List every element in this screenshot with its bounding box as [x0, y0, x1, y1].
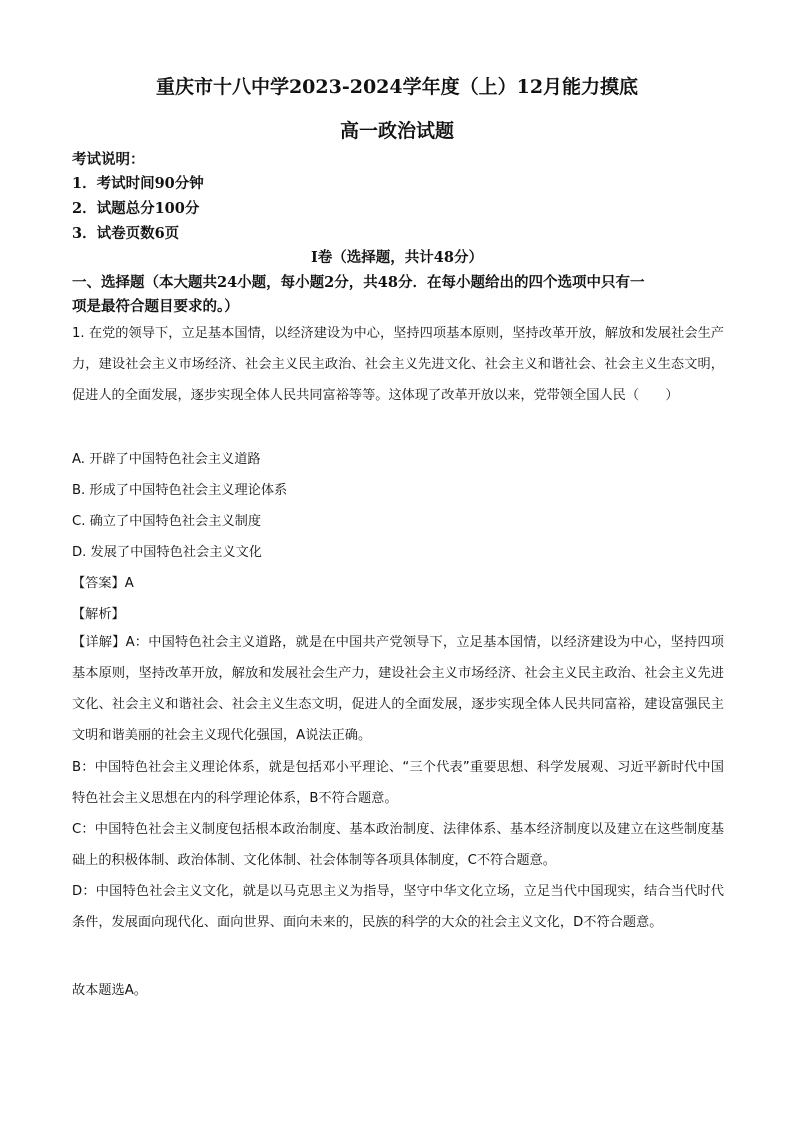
- instruction-item: 1．考试时间90分钟: [72, 175, 204, 192]
- section-description: 项是最符合题目要求的。）: [72, 298, 239, 315]
- instruction-item: 3．试卷页数6页: [72, 225, 180, 242]
- option-c: C. 确立了中国特色社会主义制度: [72, 514, 262, 529]
- detail-d: D：中国特色社会主义文化，就是以马克思主义为指导，坚守中华文化立场，立足当代中国现实，结合当代时代条件，发展面向现代化、面向世界、面向未来的，民族的科学的大众的社会主义文化，D不符合题意。: [72, 884, 724, 930]
- instructions-heading: 考试说明：: [72, 151, 145, 168]
- option-a: A. 开辟了中国特色社会主义道路: [72, 452, 261, 467]
- answer-label: 【答案】A: [72, 576, 134, 591]
- section-title: Ⅰ卷（选择题，共计48分）: [311, 249, 483, 266]
- analysis-label: 【解析】: [72, 607, 125, 622]
- conclusion: 故本题选A。: [72, 983, 147, 998]
- exam-subtitle: 高一政治试题: [339, 120, 454, 142]
- section-description: 一、选择题（本大题共24小题，每小题2分，共48分．在每小题给出的四个选项中只有一: [72, 274, 645, 291]
- detail-b: B：中国特色社会主义理论体系，就是包括邓小平理论、“三个代表”重要思想、科学发展观、习近平新时代中国特色社会主义思想在内的科学理论体系，B不符合题意。: [72, 760, 724, 806]
- detail-a: 【详解】A：中国特色社会主义道路，就是在中国共产党领导下，立足基本国情，以经济建设为中心，坚持四项基本原则，坚持改革开放，解放和发展社会生产力，建设社会主义市场经济、社会主义民主政治、社会主义先进文化、社会主义和谐社会、社会主义生态文明，促进人的全面发展，逐步实现全体人民共同富裕，建设富强民主文明和谐美丽的社会主义现代化强国，A说法正确。: [72, 635, 724, 743]
- question-stem: 1. 在党的领导下，立足基本国情，以经济建设为中心，坚持四项基本原则，坚持改革开放，解放和发展社会生产力，建设社会主义市场经济、社会主义民主政治、社会主义先进文化、社会主义和谐社会、社会主义生态文明，促进人的全面发展，逐步实现全体人民共同富裕等等。这体现了改革开放以来，党带领全国人民（ ）: [72, 326, 724, 403]
- option-b: B. 形成了中国特色社会主义理论体系: [72, 483, 288, 498]
- exam-title: 重庆市十八中学2023-2024学年度（上）12月能力摸底: [155, 76, 639, 98]
- option-d: D. 发展了中国特色社会主义文化: [72, 545, 262, 560]
- detail-c: C：中国特色社会主义制度包括根本政治制度、基本政治制度、法律体系、基本经济制度以及建立在这些制度基础上的积极体制、政治体制、文化体制、社会体制等各项具体制度，C不符合题意。: [72, 822, 724, 868]
- instruction-item: 2．试题总分100分: [72, 200, 200, 217]
